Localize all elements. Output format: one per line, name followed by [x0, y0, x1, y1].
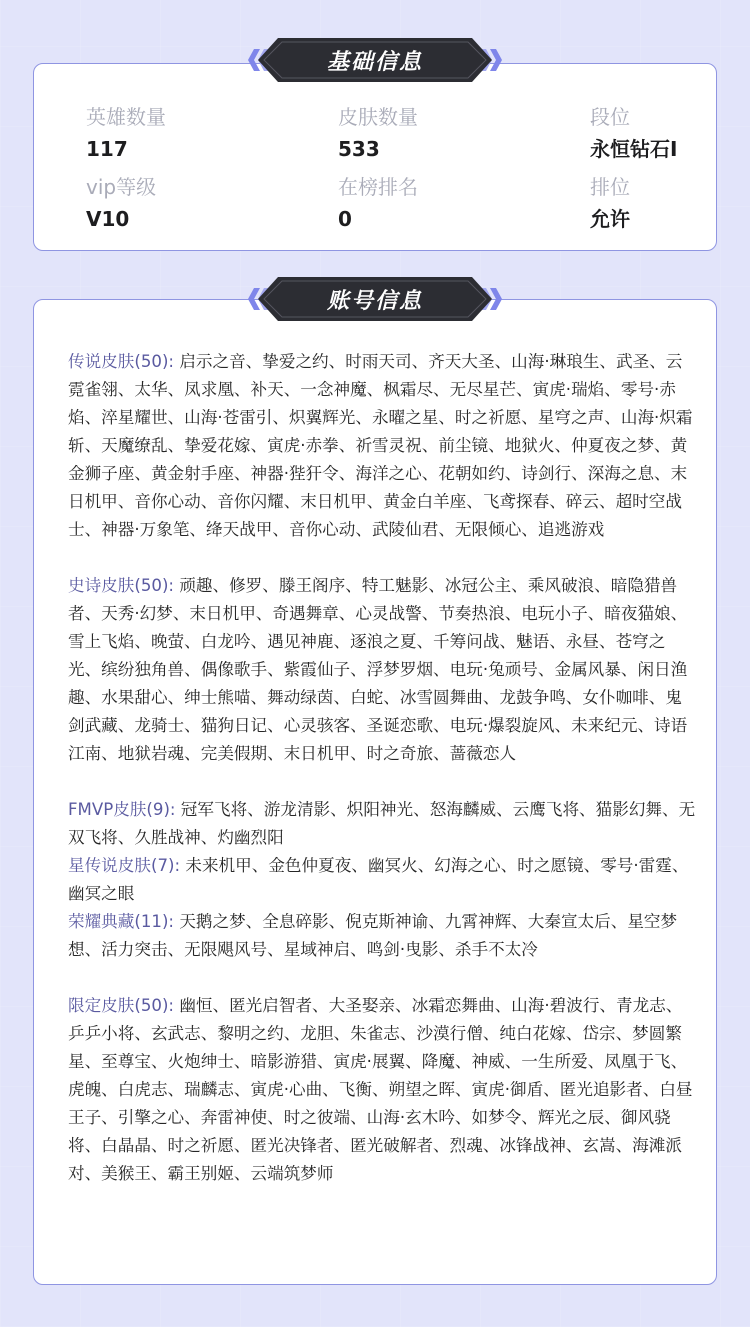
skin-list	[68, 348, 696, 1188]
stat-label: 段位	[590, 105, 630, 129]
basic-info-card	[33, 63, 717, 251]
skin-group-label: 传说皮肤(50):	[68, 352, 175, 371]
skin-group-items: 启示之音、挚爱之约、时雨天司、齐天大圣、山海·琳琅生、武圣、云霓雀翎、太华、凤求凰、补天、一念神魔、枫霜尽、无尽星芒、寅虎·瑞焰、零号·赤焰、淬星耀世、山海·苍雷引、炽翼辉光、永曜之星、时之祈愿、星穹之声、山海·炽霜斩、天魔缭乱、挚爱花嫁、寅虎·赤拳、祈雪灵祝、前尘镜、地狱火、仲夏夜之梦、黄金狮子座、黄金射手座、神器·狴犴令、海洋之心、花朝如约、诗剑行、深海之息、末日机甲、音你心动、音你闪耀、末日机甲、黄金白羊座、飞鸢探春、碎云、超时空战士、神器·万象笔、绛天战甲、音你心动、武陵仙君、无限倾心、追逃游戏	[68, 352, 693, 539]
stat-value: 0	[338, 207, 352, 231]
skin-group-items: 未来机甲、金色仲夏夜、幽冥火、幻海之心、时之愿镜、零号·雷霆、幽冥之眼	[68, 856, 689, 903]
stat-vip-level	[86, 174, 156, 232]
stat-value: V10	[86, 207, 130, 231]
skin-group-epic	[68, 572, 696, 768]
skin-group-items: 天鹅之梦、全息碎影、倪克斯神谕、九霄神辉、大秦宣太后、星空梦想、活力突击、无限飓风号、星域神启、鸣剑·曳影、杀手不太冷	[68, 912, 678, 959]
stat-label: 排位	[590, 175, 630, 199]
section-title: 账号信息	[326, 288, 423, 314]
stat-label: 英雄数量	[86, 105, 166, 129]
stat-value: 117	[86, 137, 128, 161]
skin-group-label: 荣耀典藏(11):	[68, 912, 175, 931]
skin-group-label: FMVP皮肤(9):	[68, 800, 176, 819]
stat-ranked-allowed	[590, 174, 630, 232]
skin-group-legendary	[68, 348, 696, 544]
skin-group-items: 幽恒、匿光启智者、大圣娶亲、冰霜恋舞曲、山海·碧波行、青龙志、乒乒小将、玄武志、黎明之约、龙胆、朱雀志、沙漠行僧、纯白花嫁、岱宗、梦圆繁星、至尊宝、火炮绅士、暗影游猎、寅虎·展翼、降魔、神威、一生所爱、凤凰于飞、虎魄、白虎志、瑞麟志、寅虎·心曲、飞衡、朔望之晖、寅虎·御盾、匿光追影者、白昼王子、引擎之心、奔雷神使、时之彼端、山海·玄木吟、如梦令、辉光之辰、御风骁将、白晶晶、时之祈愿、匿光决锋者、匿光破解者、烈魂、冰锋战神、玄嵩、海滩派对、美猴王、霸王别姬、云端筑梦师	[68, 996, 693, 1183]
stat-value: 533	[338, 137, 380, 161]
stat-skin-count	[338, 104, 418, 162]
stat-label: 皮肤数量	[338, 105, 418, 129]
stat-leaderboard-rank	[338, 174, 418, 232]
skin-group-label: 史诗皮肤(50):	[68, 576, 175, 595]
stat-label: 在榜排名	[338, 175, 418, 199]
skin-group-limited	[68, 992, 696, 1188]
skin-group-items: 冠军飞将、游龙清影、炽阳神光、怒海麟威、云鹰飞将、猫影幻舞、无双飞将、久胜战神、灼幽烈阳	[68, 800, 696, 847]
skin-group-items: 顽趣、修罗、滕王阁序、特工魅影、冰冠公主、乘风破浪、暗隐猎兽者、天秀·幻梦、末日机甲、奇遇舞章、心灵战警、节奏热浪、电玩小子、暗夜猫娘、雪上飞焰、晚萤、白龙吟、遇见神鹿、逐浪之夏、千筹问战、魅语、永昼、苍穹之光、缤纷独角兽、偶像歌手、紫霞仙子、浮梦罗烟、电玩·兔顽号、金属风暴、闲日渔趣、水果甜心、绅士熊喵、舞动绿茵、白蛇、冰雪圆舞曲、龙鼓争鸣、女仆咖啡、鬼剑武藏、龙骑士、猫狗日记、心灵骇客、圣诞恋歌、电玩·爆裂旋风、未来纪元、诗语江南、地狱岩魂、完美假期、末日机甲、时之奇旅、蔷薇恋人	[68, 576, 688, 763]
account-info-card	[33, 299, 717, 1285]
skin-group-label: 限定皮肤(50):	[68, 996, 175, 1015]
skin-group-glory-collection	[68, 908, 696, 964]
skin-group-star-legendary	[68, 852, 696, 908]
section-banner-basic	[246, 37, 504, 83]
stat-value: 永恒钻石I	[590, 137, 678, 161]
skin-group-fmvp	[68, 796, 696, 852]
stat-label: vip等级	[86, 175, 157, 199]
stat-hero-count	[86, 104, 166, 162]
stat-rank-tier	[590, 104, 677, 162]
section-title: 基础信息	[326, 49, 423, 75]
skin-group-label: 星传说皮肤(7):	[68, 856, 181, 875]
stat-value: 允许	[590, 207, 630, 231]
section-banner-account	[246, 276, 504, 322]
